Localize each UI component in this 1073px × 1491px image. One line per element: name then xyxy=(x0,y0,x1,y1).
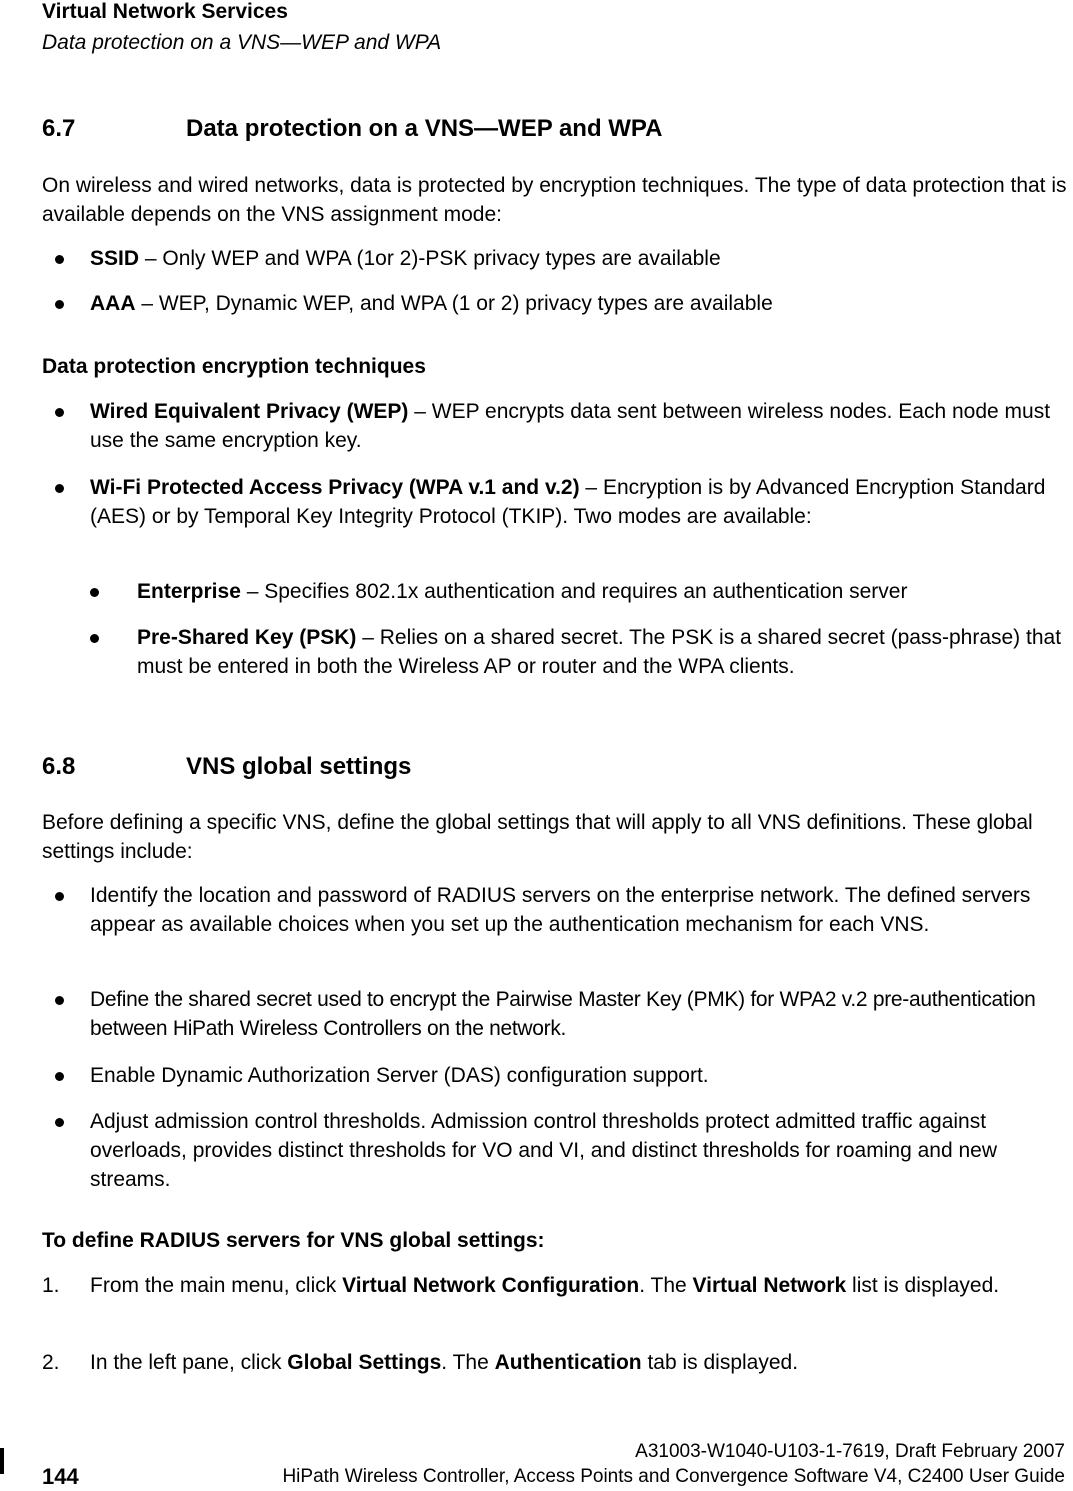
term: SSID xyxy=(90,247,140,270)
list-item: Adjust admission control thresholds. Admission control thresholds protect admitted traffic against overloads, provides distinct thresholds for VO and VI, and distinct thresholds for roaming and new streams. xyxy=(42,1107,1070,1194)
bullet-icon xyxy=(55,1118,64,1127)
bullet-icon xyxy=(55,1072,64,1081)
section-6-8-intro: Before defining a specific VNS, define the global settings that will apply to all VNS definitions. These global settings include: xyxy=(42,811,1033,863)
section-number: 6.7 xyxy=(42,115,76,142)
bullet-icon xyxy=(90,588,99,597)
bullet-icon xyxy=(55,892,64,901)
section-title: VNS global settings xyxy=(186,753,412,780)
section-6-7-intro: On wireless and wired networks, data is protected by encryption techniques. The type of data protection that is available depends on the VNS assignment mode: xyxy=(42,174,1067,226)
section-6-8-heading xyxy=(42,753,411,781)
procedure-step: 2. In the left pane, click Global Settings. The Authentication tab is displayed. xyxy=(42,1348,1070,1377)
section-6-7-heading xyxy=(42,115,662,143)
procedure-title: To define RADIUS servers for VNS global settings: xyxy=(42,1229,545,1252)
bullet-icon xyxy=(90,634,99,643)
bullet-icon xyxy=(55,484,64,493)
section-title: Data protection on a VNS—WEP and WPA xyxy=(186,115,663,142)
bullet-icon xyxy=(55,300,64,309)
list-item xyxy=(42,623,1070,681)
procedure-step: 1. From the main menu, click Virtual Network Configuration. The Virtual Network list is displayed. xyxy=(42,1271,1070,1300)
definition: – Only WEP and WPA (1or 2)-PSK privacy types are available xyxy=(139,247,721,270)
term: AAA xyxy=(90,292,136,315)
footer-doc-id: A31003-W1040-U103-1-7619, Draft February 2007 xyxy=(635,1441,1065,1462)
bullet-icon xyxy=(55,408,64,417)
definition: – WEP, Dynamic WEP, and WPA (1 or 2) privacy types are available xyxy=(135,292,773,315)
list-item xyxy=(42,397,1070,455)
step-number: 1. xyxy=(42,1274,60,1297)
term: Pre-Shared Key (PSK) xyxy=(137,626,357,649)
list-item xyxy=(42,289,1070,318)
subheading: Data protection encryption techniques xyxy=(42,355,426,378)
ui-reference: Authentication xyxy=(494,1351,642,1374)
list-item: Identify the location and password of RADIUS servers on the enterprise network. The defined servers appear as available choices when you set up the authentication mechanism for each VNS. xyxy=(42,881,1070,939)
running-header-subtitle: Data protection on a VNS—WEP and WPA xyxy=(42,31,442,54)
running-header-title: Virtual Network Services xyxy=(42,0,288,23)
term: Enterprise xyxy=(137,580,241,603)
change-bar xyxy=(0,1448,4,1474)
footer-doc-title: HiPath Wireless Controller, Access Points and Convergence Software V4, C2400 User Guide xyxy=(282,1466,1065,1487)
list-item: Enable Dynamic Authorization Server (DAS) configuration support. xyxy=(42,1061,1070,1090)
definition: – Relies on a shared secret. The PSK is a shared secret (pass-phrase) that must be entered in both the Wireless AP or router and the WPA clients. xyxy=(137,626,1062,678)
term: Wi-Fi Protected Access Privacy (WPA v.1 and v.2) xyxy=(90,476,580,499)
ui-reference: Virtual Network xyxy=(692,1274,847,1297)
definition: – Encryption is by Advanced Encryption Standard (AES) or by Temporal Key Integrity Protocol (TKIP). Two modes are available: xyxy=(90,476,1046,528)
list-item xyxy=(42,473,1070,531)
ui-reference: Global Settings xyxy=(287,1351,442,1374)
list-item xyxy=(42,244,1070,273)
term: Wired Equivalent Privacy (WEP) xyxy=(90,400,409,423)
list-item xyxy=(42,577,1070,606)
bullet-icon xyxy=(55,255,64,264)
definition: – Specifies 802.1x authentication and requires an authentication server xyxy=(240,580,908,603)
section-number: 6.8 xyxy=(42,753,76,780)
bullet-icon xyxy=(55,996,64,1005)
list-item: Define the shared secret used to encrypt the Pairwise Master Key (PMK) for WPA2 v.2 pre-authentication between HiPath Wireless Controllers on the network. xyxy=(42,985,1070,1043)
step-number: 2. xyxy=(42,1351,60,1374)
definition: – WEP encrypts data sent between wireless nodes. Each node must use the same encryption key. xyxy=(90,400,1051,452)
page-number: 144 xyxy=(42,1464,79,1489)
ui-reference: Virtual Network Configuration xyxy=(342,1274,640,1297)
